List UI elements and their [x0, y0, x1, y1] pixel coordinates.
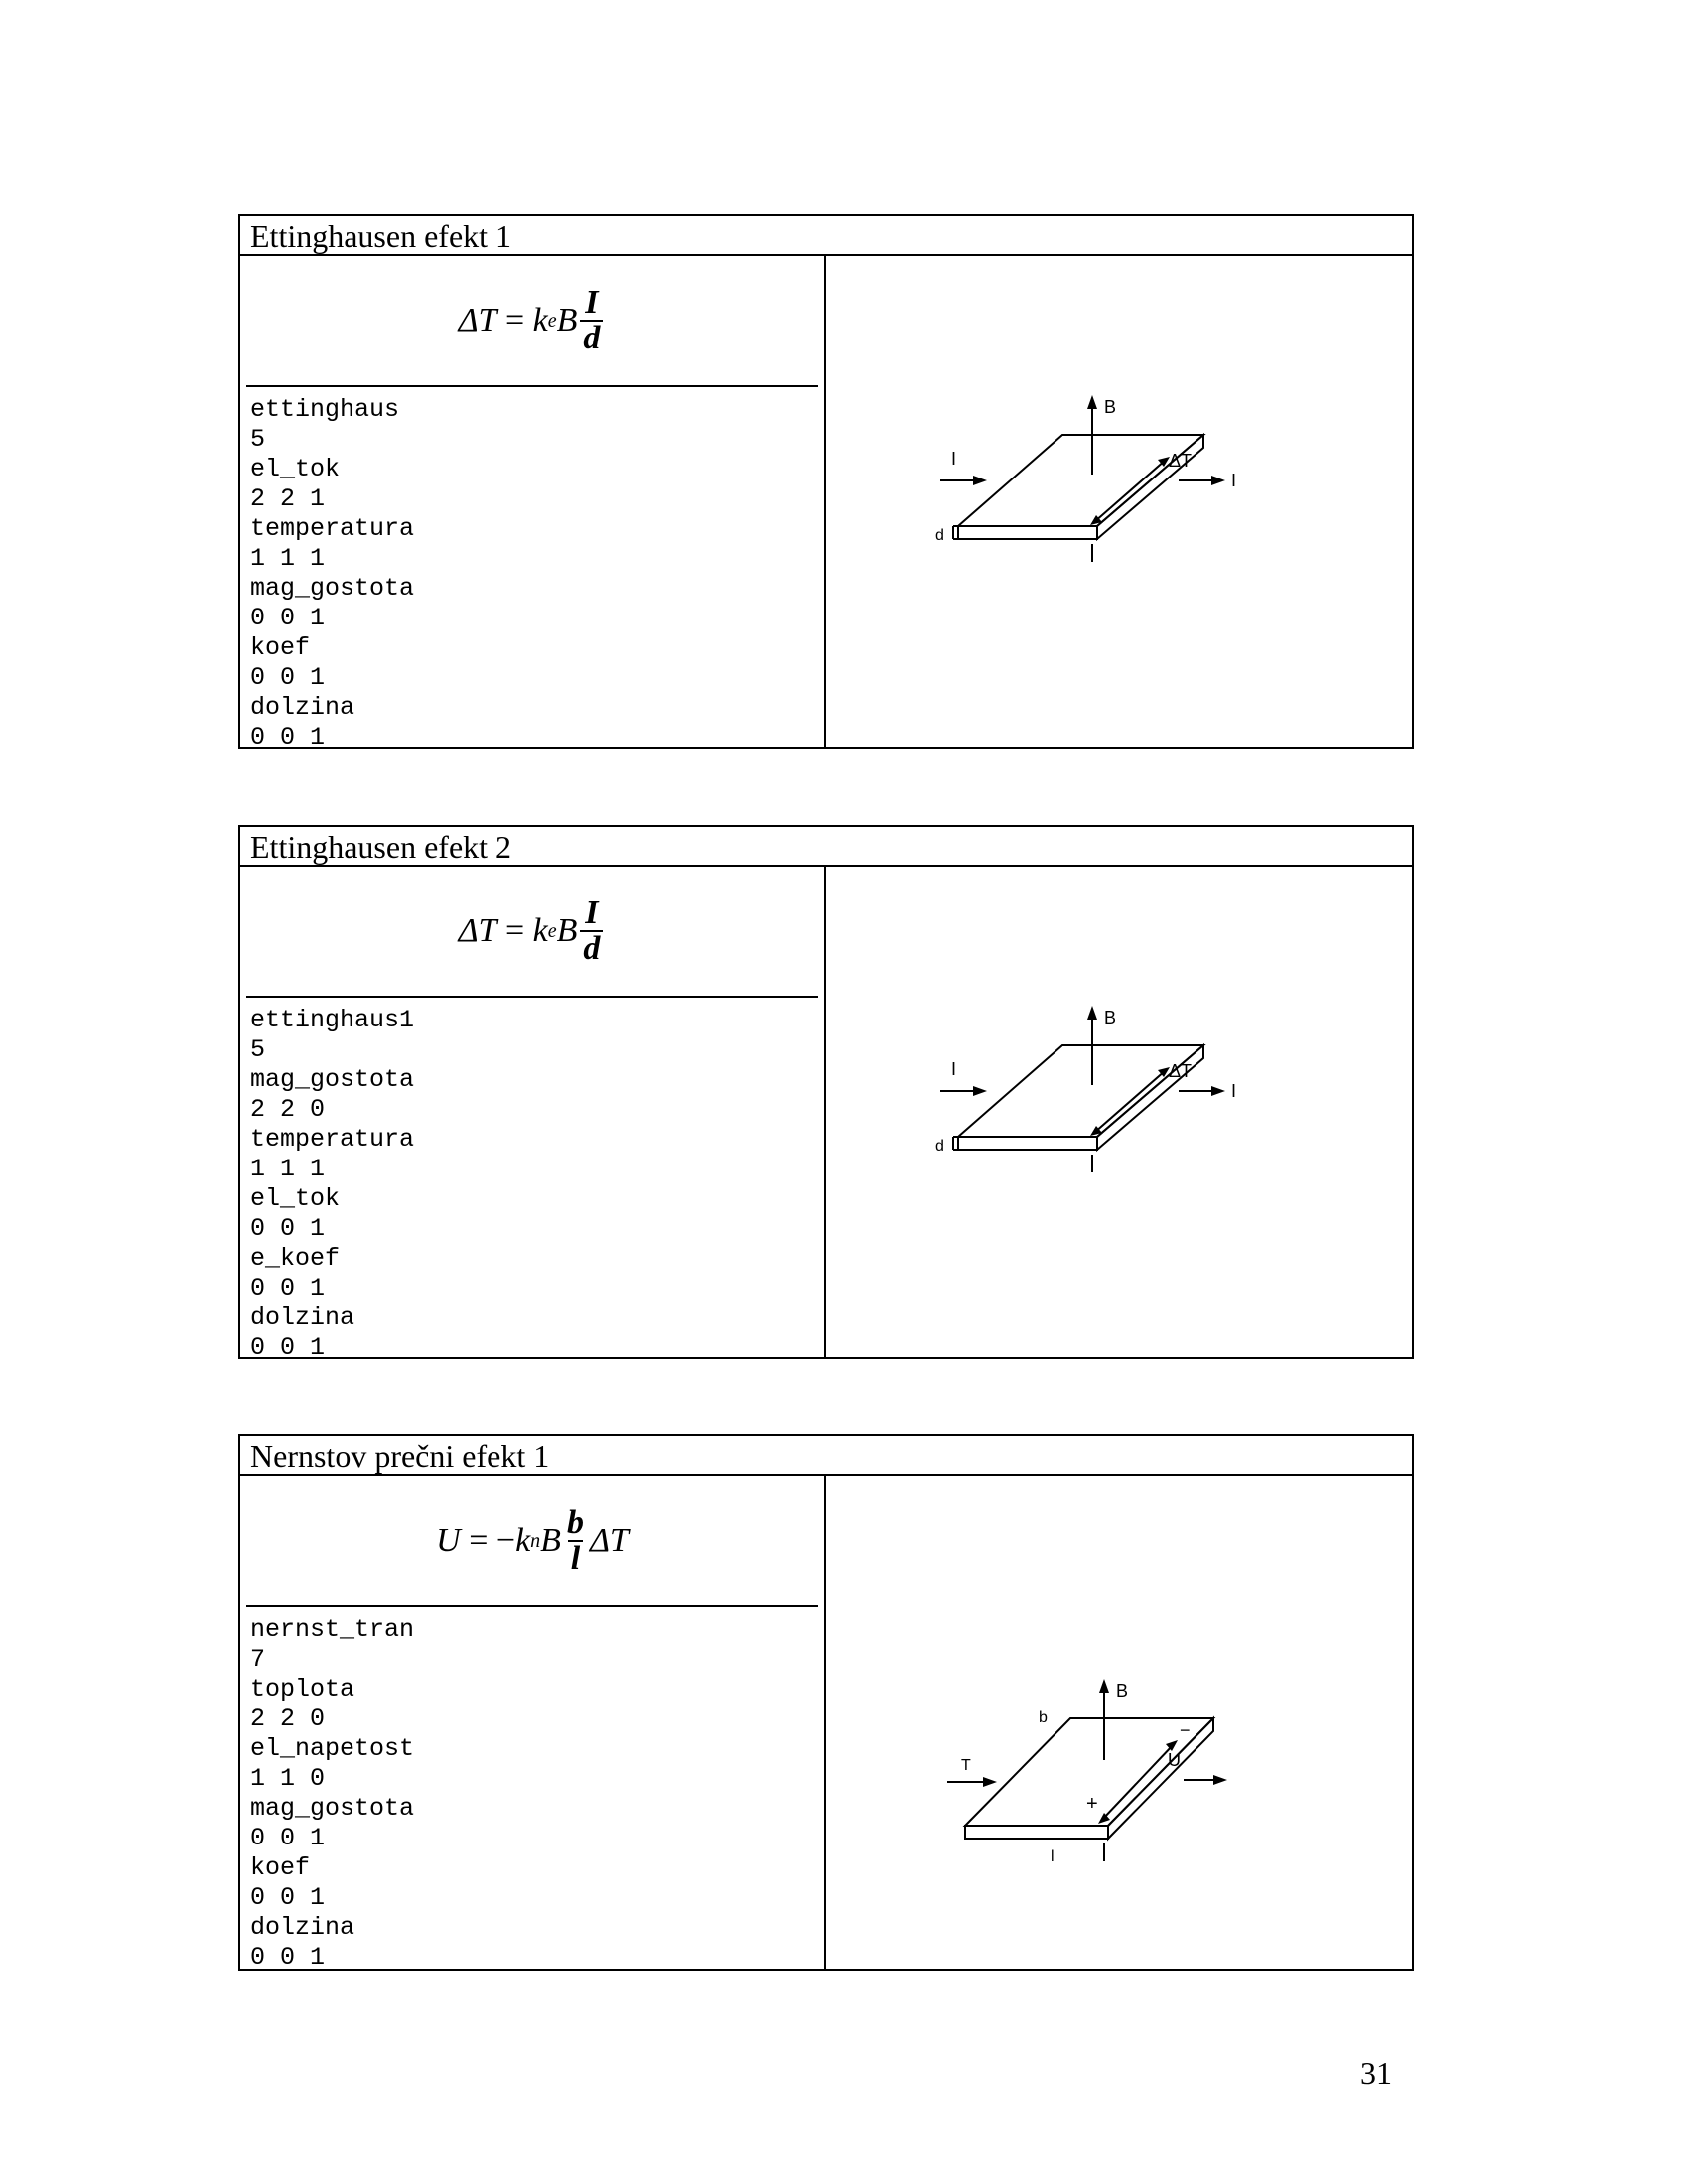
- param-line: 1 1 0: [250, 1764, 326, 1793]
- label-b-dimension: b: [1039, 1709, 1048, 1726]
- fraction-denominator: d: [580, 930, 603, 966]
- formula-fraction: [564, 1506, 587, 1575]
- formula-k-sub: n: [530, 1529, 541, 1552]
- delta-t-line: [1094, 1070, 1166, 1133]
- b-arrow-icon: [1087, 395, 1097, 409]
- param-line: mag_gostota: [250, 574, 415, 603]
- param-line: 2 2 1: [250, 484, 326, 513]
- fraction-numerator: I: [585, 284, 599, 321]
- param-line: temperatura: [250, 1125, 415, 1154]
- formula-lhs: U: [436, 1522, 461, 1559]
- formula-lhs: ΔT: [458, 912, 497, 949]
- param-line: dolzina: [250, 1303, 355, 1332]
- label-i-right: I: [1231, 471, 1237, 490]
- label-minus: −: [1180, 1720, 1191, 1740]
- param-line: 2 2 0: [250, 1095, 326, 1124]
- formula: [240, 1476, 824, 1605]
- param-line: el_tok: [250, 1184, 341, 1213]
- card-title: Ettinghausen efekt 1: [240, 216, 1412, 256]
- ettinghausen-diagram: [826, 867, 1412, 1357]
- param-line: temperatura: [250, 514, 415, 543]
- label-b: B: [1104, 1008, 1117, 1027]
- param-line: mag_gostota: [250, 1794, 415, 1823]
- param-line: mag_gostota: [250, 1065, 415, 1094]
- formula: [240, 256, 824, 385]
- card-title: Nernstov prečni efekt 1: [240, 1436, 1412, 1476]
- param-line: koef: [250, 633, 311, 662]
- formula-tail: ΔT: [589, 1522, 629, 1559]
- b-arrow-icon: [1099, 1679, 1109, 1693]
- t-out-arrow-icon: [1213, 1775, 1227, 1785]
- fraction-denominator: l: [568, 1540, 583, 1575]
- param-line: 5: [250, 1035, 266, 1064]
- i-in-arrow-icon: [973, 1086, 987, 1096]
- parameter-list: [250, 1006, 414, 1363]
- formula-b: B: [556, 912, 578, 949]
- i-in-arrow-icon: [973, 476, 987, 485]
- param-line: 0 0 1: [250, 1214, 326, 1243]
- nernst-diagram: [826, 1476, 1412, 1969]
- param-line: toplota: [250, 1675, 355, 1704]
- parameter-list: [250, 1615, 414, 1973]
- label-u: U: [1168, 1750, 1181, 1770]
- divider: [246, 996, 818, 998]
- t-in-arrow-icon: [983, 1777, 997, 1787]
- card-title: Ettinghausen efekt 2: [240, 827, 1412, 867]
- param-line: 0 0 1: [250, 1824, 326, 1852]
- label-i-left: I: [951, 1059, 957, 1079]
- plate-front: [965, 1826, 1108, 1839]
- fraction-denominator: d: [580, 320, 603, 355]
- label-t: T: [961, 1757, 971, 1774]
- param-line: 0 0 1: [250, 1274, 326, 1302]
- label-l-dimension: l: [1051, 1848, 1055, 1865]
- card-nernst-1: [238, 1434, 1414, 1971]
- page-number: 31: [1360, 2055, 1392, 2091]
- label-b: B: [1104, 397, 1117, 417]
- formula-k: k: [532, 912, 548, 949]
- formula-panel: [240, 1476, 826, 1972]
- formula-fraction: [580, 896, 603, 966]
- diagram-panel: [826, 1476, 1412, 1969]
- label-d: d: [935, 1138, 944, 1155]
- param-line: 2 2 0: [250, 1705, 326, 1733]
- label-plus: +: [1086, 1793, 1098, 1815]
- param-line: 7: [250, 1645, 266, 1674]
- ettinghausen-diagram: [826, 256, 1412, 747]
- label-d: d: [935, 527, 944, 544]
- parameter-list: [250, 395, 414, 752]
- divider: [246, 1605, 818, 1607]
- formula-fraction: [580, 286, 603, 355]
- i-out-arrow-icon: [1211, 1086, 1225, 1096]
- param-line: dolzina: [250, 1913, 355, 1942]
- param-line: dolzina: [250, 693, 355, 722]
- formula-k-sub: e: [547, 309, 557, 332]
- param-line: 5: [250, 425, 266, 454]
- param-line: ettinghaus1: [250, 1006, 415, 1034]
- diagram-panel: [826, 867, 1412, 1357]
- card-ettinghausen-2: [238, 825, 1414, 1362]
- formula-eq: =: [496, 302, 533, 339]
- formula-b: B: [540, 1522, 561, 1559]
- param-line: 1 1 1: [250, 1155, 326, 1183]
- formula-b: B: [556, 302, 578, 339]
- label-i-left: I: [951, 449, 957, 469]
- param-line: 1 1 1: [250, 544, 326, 573]
- divider: [246, 385, 818, 387]
- label-i-right: I: [1231, 1081, 1237, 1101]
- i-out-arrow-icon: [1211, 476, 1225, 485]
- formula-k: k: [515, 1522, 531, 1559]
- formula-lhs: ΔT: [458, 302, 497, 339]
- formula-eq: =: [496, 912, 533, 949]
- formula-eq: = −: [460, 1522, 516, 1559]
- delta-t-line: [1094, 460, 1166, 522]
- formula-k: k: [532, 302, 548, 339]
- param-line: e_koef: [250, 1244, 341, 1273]
- param-line: 0 0 1: [250, 604, 326, 632]
- plate-front: [958, 1137, 1097, 1150]
- param-line: ettinghaus: [250, 395, 400, 424]
- fraction-numerator: b: [566, 1504, 584, 1541]
- param-line: 0 0 1: [250, 1943, 326, 1972]
- fraction-numerator: I: [585, 894, 599, 931]
- formula: [240, 867, 824, 996]
- param-line: el_napetost: [250, 1734, 415, 1763]
- param-line: 0 0 1: [250, 663, 326, 692]
- param-line: nernst_tran: [250, 1615, 415, 1644]
- plate-front: [958, 526, 1097, 539]
- param-line: koef: [250, 1853, 311, 1882]
- label-delta-t: ΔT: [1169, 1061, 1193, 1081]
- label-delta-t: ΔT: [1169, 451, 1193, 471]
- diagram-panel: [826, 256, 1412, 747]
- param-line: 0 0 1: [250, 1883, 326, 1912]
- formula-k-sub: e: [547, 919, 557, 942]
- param-line: 0 0 1: [250, 723, 326, 751]
- formula-panel: [240, 256, 826, 751]
- formula-panel: [240, 867, 826, 1362]
- card-ettinghausen-1: [238, 214, 1414, 749]
- param-line: 0 0 1: [250, 1333, 326, 1362]
- plate-side: [1108, 1718, 1213, 1839]
- label-b: B: [1116, 1681, 1129, 1701]
- param-line: el_tok: [250, 455, 341, 483]
- b-arrow-icon: [1087, 1006, 1097, 1020]
